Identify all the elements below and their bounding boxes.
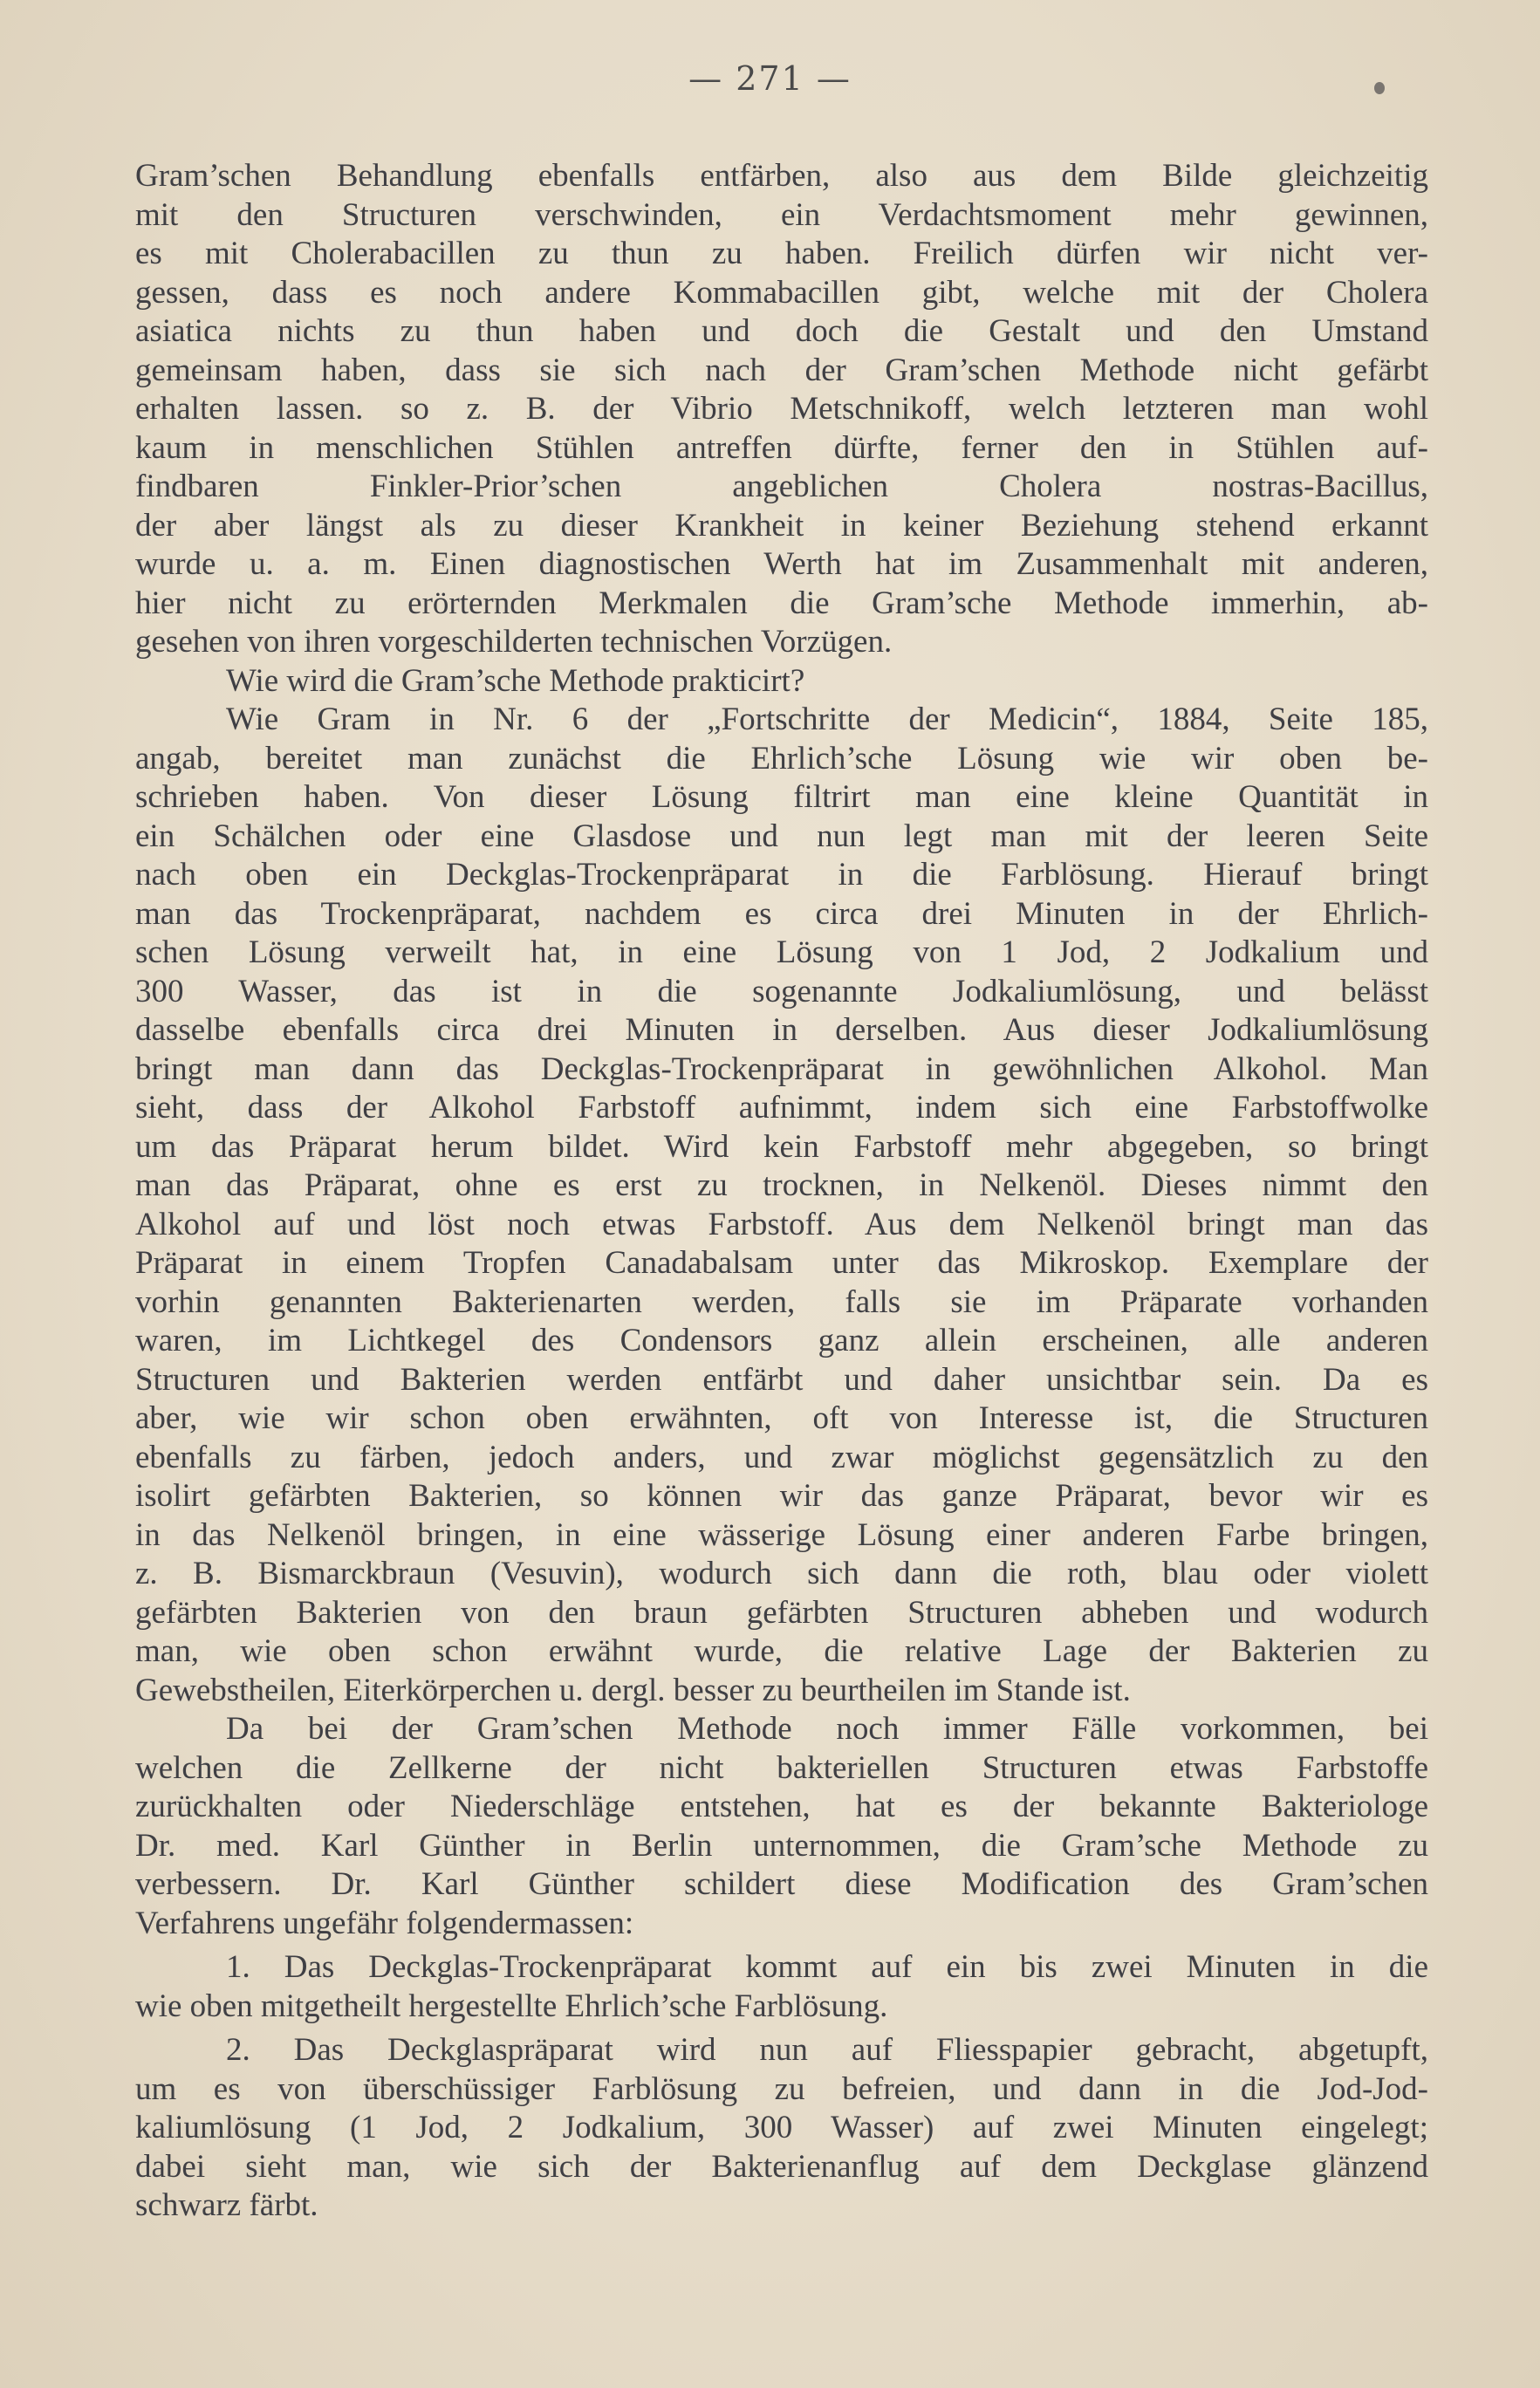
text-line: gefärbten Bakterien von den braun gefärbten Structuren abheben und wodurch <box>135 1594 1428 1631</box>
text-line: man das Trockenpräparat, nachdem es circa drei Minuten in der Ehrlich- <box>135 895 1428 932</box>
text-line: bringt man dann das Deckglas-Trockenpräparat in gewöhnlichen Alkohol. Man <box>135 1050 1428 1087</box>
text-line: wie oben mitgetheilt hergestellte Ehrlich’sche Farblösung. <box>135 1988 888 2024</box>
text-line: 300 Wasser, das ist in die sogenannte Jodkaliumlösung, und belässt <box>135 973 1428 1009</box>
step-2 <box>135 2031 1428 2226</box>
text-line: kaliumlösung (1 Jod, 2 Jodkalium, 300 Wasser) auf zwei Minuten eingelegt; <box>135 2110 1428 2145</box>
text-line: Gewebstheilen, Eiterkörperchen u. dergl. besser zu beurtheilen im Stande ist. <box>135 1672 1131 1708</box>
text-line: gessen, dass es noch andere Kommabacillen gibt, welche mit der Cholera <box>135 274 1428 311</box>
text-line: vorhin genannten Bakterienarten werden, falls sie im Präparate vorhanden <box>135 1283 1428 1320</box>
text-line: schrieben haben. Von dieser Lösung filtrirt man eine kleine Quantität in <box>135 779 1428 815</box>
text-line: sieht, dass der Alkohol Farbstoff aufnimmt, indem sich eine Farbstoffwolke <box>135 1090 1428 1126</box>
text-line: mit den Structuren verschwinden, ein Verdachtsmoment mehr gewinnen, <box>135 196 1428 233</box>
text-line: Verfahrens ungefähr folgendermassen: <box>135 1905 634 1941</box>
ink-speck <box>1374 82 1385 94</box>
text-line: gemeinsam haben, dass sie sich nach der Gram’schen Methode nicht gefärbt <box>135 352 1428 388</box>
text-line: dasselbe ebenfalls circa drei Minuten in derselben. Aus dieser Jodkaliumlösung <box>135 1012 1428 1048</box>
text-line: Structuren und Bakterien werden entfärbt und daher unsichtbar sein. Da es <box>135 1361 1428 1398</box>
text-line: es mit Cholerabacillen zu thun zu haben. Freilich dürfen wir nicht ver- <box>135 236 1428 271</box>
text-line: angab, bereitet man zunächst die Ehrlich’sche Lösung wie wir oben be- <box>135 740 1428 777</box>
text-line: Wie wird die Gram’sche Methode prakticirt? <box>226 662 805 699</box>
text-line: Präparat in einem Tropfen Canadabalsam unter das Mikroskop. Exemplare der <box>135 1245 1428 1281</box>
text-line: um es von überschüssiger Farblösung zu befreien, und dann in die Jod-Jod- <box>135 2070 1428 2107</box>
text-line: waren, im Lichtkegel des Condensors ganz allein erscheinen, alle anderen <box>135 1323 1428 1358</box>
text-line: nach oben ein Deckglas-Trockenpräparat in die Farblösung. Hierauf bringt <box>135 857 1428 893</box>
paragraph-4 <box>135 1710 1428 1943</box>
text-line: Alkohol auf und löst noch etwas Farbstoff. Aus dem Nelkenöl bringt man das <box>135 1206 1428 1242</box>
text-line: asiatica nichts zu thun haben und doch die Gestalt und den Umstand <box>135 313 1428 349</box>
text-line: man das Präparat, ohne es erst zu trocknen, in Nelkenöl. Dieses nimmt den <box>135 1167 1428 1203</box>
text-line: Wie Gram in Nr. 6 der „Fortschritte der Medicin“, 1884, Seite 185, <box>226 701 1428 737</box>
text-line: der aber längst als zu dieser Krankheit in keiner Beziehung stehend erkannt <box>135 507 1428 544</box>
text-line: findbaren Finkler-Prior’schen angeblichen Cholera nostras-Bacillus, <box>135 469 1428 504</box>
text-line: welchen die Zellkerne der nicht bakteriellen Structuren etwas Farbstoffe <box>135 1749 1428 1786</box>
text-line: zurückhalten oder Niederschläge entstehen, hat es der bekannte Bakteriologe <box>135 1789 1428 1824</box>
text-line: gesehen von ihren vorgeschilderten technischen Vorzügen. <box>135 624 893 660</box>
text-line: erhalten lassen. so z. B. der Vibrio Metschnikoff, welch letzteren man wohl <box>135 391 1428 427</box>
text-line: Dr. med. Karl Günther in Berlin unternommen, die Gram’sche Methode zu <box>135 1827 1428 1864</box>
text-line: um das Präparat herum bildet. Wird kein Farbstoff mehr abgegeben, so bringt <box>135 1128 1428 1165</box>
text-line: Gram’schen Behandlung ebenfalls entfärben, also aus dem Bilde gleichzeitig <box>135 158 1428 194</box>
text-line: kaum in menschlichen Stühlen antreffen dürfte, ferner den in Stühlen auf- <box>135 429 1428 466</box>
text-line: verbessern. Dr. Karl Günther schildert diese Modification des Gram’schen <box>135 1866 1428 1902</box>
text-line: Da bei der Gram’schen Methode noch immer Fälle vorkommen, bei <box>226 1711 1428 1747</box>
text-line: isolirt gefärbten Bakterien, so können wir das ganze Präparat, bevor wir es <box>135 1478 1428 1514</box>
paragraph-1 <box>135 157 1428 662</box>
text-line: ebenfalls zu färben, jedoch anders, und zwar möglichst gegensätzlich zu den <box>135 1439 1428 1475</box>
text-line: in das Nelkenöl bringen, in eine wässerige Lösung einer anderen Farbe bringen, <box>135 1516 1428 1553</box>
text-line: wurde u. a. m. Einen diagnostischen Werth hat im Zusammenhalt mit anderen, <box>135 546 1428 582</box>
text-line: ein Schälchen oder eine Glasdose und nun legt man mit der leeren Seite <box>135 818 1428 854</box>
text-line: schen Lösung verweilt hat, in eine Lösung von 1 Jod, 2 Jodkalium und <box>135 934 1428 970</box>
paragraph-3 <box>135 701 1428 1710</box>
text-line: z. B. Bismarckbraun (Vesuvin), wodurch sich dann die roth, blau oder violett <box>135 1556 1428 1591</box>
page-number: — 271 — <box>688 59 852 98</box>
text-line: hier nicht zu erörternden Merkmalen die Gram’sche Methode immerhin, ab- <box>135 585 1428 621</box>
text-line: 2. Das Deckglaspräparat wird nun auf Fliesspapier gebracht, abgetupft, <box>226 2032 1428 2068</box>
step-1 <box>135 1948 1428 2026</box>
text-line: dabei sieht man, wie sich der Bakterienanflug auf dem Deckglase glänzend <box>135 2148 1428 2185</box>
text-line: man, wie oben schon erwähnt wurde, die relative Lage der Bakterien zu <box>135 1633 1428 1669</box>
text-line: aber, wie wir schon oben erwähnten, oft von Interesse ist, die Structuren <box>135 1400 1428 1436</box>
paragraph-2 <box>135 662 1428 701</box>
page-body <box>135 157 1428 2226</box>
text-line: 1. Das Deckglas-Trockenpräparat kommt auf ein bis zwei Minuten in die <box>226 1949 1428 1985</box>
text-line: schwarz färbt. <box>135 2187 318 2223</box>
